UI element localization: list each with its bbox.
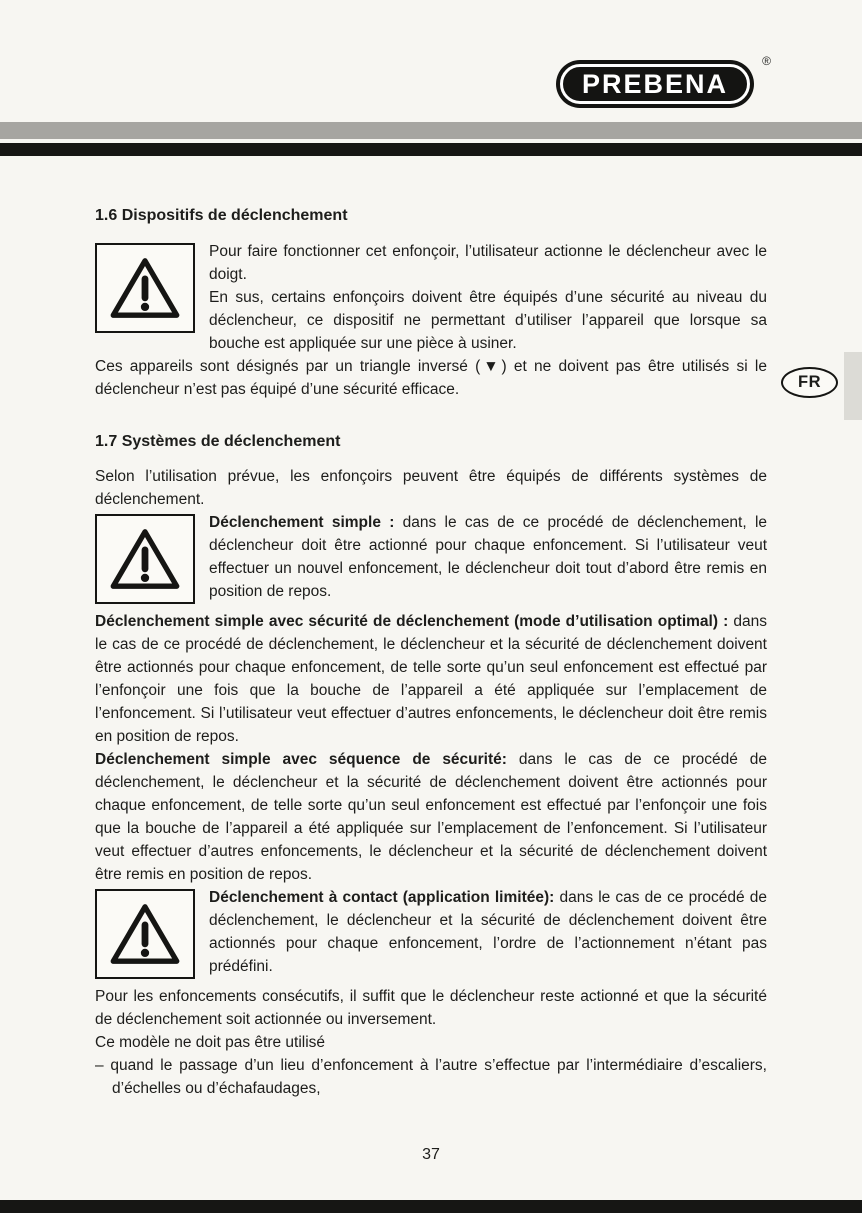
paragraph-body: dans le cas de ce procédé de déclenchement, le déclencheur doit être actionné pour chaque enfoncement. Si l’utilisateur veut effectuer un nouvel enfoncement, le déclencheur doit tout d’abord être remis en position de repos. [209, 514, 768, 600]
language-badge-tab [844, 352, 862, 420]
paragraph: Ces appareils sont désignés par un triangle inversé (▼) et ne doivent pas être utilisés si le déclencheur n’est pas équipé d’une sécurité efficace. [95, 358, 767, 398]
paragraph-lead: Déclenchement simple avec sécurité de déclenchement (mode d’utilisation optimal) : [95, 613, 729, 630]
header-black-bar [0, 143, 862, 156]
warning-paragraph [95, 511, 767, 603]
warning-triangle-icon [95, 889, 195, 979]
warning-triangle-icon [95, 243, 195, 333]
warning-paragraph [95, 886, 767, 978]
paragraph-body: dans le cas de ce procédé de déclenchement, le déclencheur et la sécurité de déclenchement doivent être actionnés pour chaque enfoncement, de telle sorte qu’un seul enfoncement est effectué par l’enfonçoir une fois que la bouche de l’appareil a été appliquée sur l’emplacement de l’enfoncement. Si l’utilisateur veut effectuer d’autres enfoncements, le déclencheur et la sécurité de déclenchement doivent être remis en position de repos. [95, 751, 767, 883]
list-item: – quand le passage d’un lieu d’enfoncement à l’autre s’effectue par l’intermédiaire d’escaliers, d’échelles ou d’échafaudages, [95, 1057, 767, 1097]
paragraph-lead: Déclenchement à contact (application limitée): [209, 889, 555, 906]
paragraph [95, 748, 767, 886]
paragraph: Ce modèle ne doit pas être utilisé [95, 1034, 326, 1051]
paragraph [95, 610, 767, 748]
header-gray-bar [0, 122, 862, 139]
brand-logo-text: PREBENA [560, 64, 750, 104]
paragraph-body: dans le cas de ce procédé de déclenchement, le déclencheur et la sécurité de déclenchement doivent être actionnés pour chaque enfoncement, de telle sorte qu’un seul enfoncement est effectué par l’enfonçoir une fois que la bouche de l’appareil a été appliquée sur l’emplacement de l’enfoncement. Si l’utilisateur veut effectuer d’autres enfoncements, le déclencheur doit être remis en position de repos. [95, 613, 767, 745]
paragraph: En sus, certains enfonçoirs doivent être équipés d’une sécurité au niveau du déclencheur, ce dispositif ne permettant d’utiliser l’appareil que lorsque sa bouche est appliquée sur une pièce à usiner. [209, 289, 767, 352]
paragraph: Pour les enfoncements consécutifs, il suffit que le déclencheur reste actionné et que la sécurité de déclenchement soit actionnée ou inversement. [95, 988, 767, 1028]
paragraph: Selon l’utilisation prévue, les enfonçoirs peuvent être équipés de différents systèmes de déclenchement. [95, 468, 767, 508]
language-badge: FR [781, 367, 838, 398]
section-1-6-heading: 1.6 Dispositifs de déclenchement [95, 207, 348, 224]
paragraph-lead: Déclenchement simple avec séquence de sécurité: [95, 751, 507, 768]
paragraph [95, 511, 767, 603]
section-1-6 [95, 205, 767, 401]
warning-paragraph [95, 240, 767, 355]
warning-triangle-icon [95, 514, 195, 604]
footer-black-bar [0, 1200, 862, 1213]
section-1-7-heading: 1.7 Systèmes de déclenchement [95, 433, 341, 450]
paragraph-lead: Déclenchement simple : [209, 514, 395, 531]
section-1-7 [95, 431, 767, 1100]
registered-trademark-symbol: ® [762, 54, 771, 68]
paragraph: Pour faire fonctionner cet enfonçoir, l’utilisateur actionne le déclencheur avec le doigt. [209, 243, 767, 283]
page-content [95, 205, 767, 1100]
paragraph-body: dans le cas de ce procédé de déclenchement, le déclencheur et la sécurité de déclenchement doivent être actionnés pour chaque enfoncement, l’ordre de l’actionnement n’étant pas prédéfini. [209, 889, 767, 975]
page-number: 37 [422, 1146, 440, 1163]
paragraph [95, 886, 767, 978]
brand-logo-pill [556, 60, 754, 108]
brand-logo [556, 54, 771, 108]
